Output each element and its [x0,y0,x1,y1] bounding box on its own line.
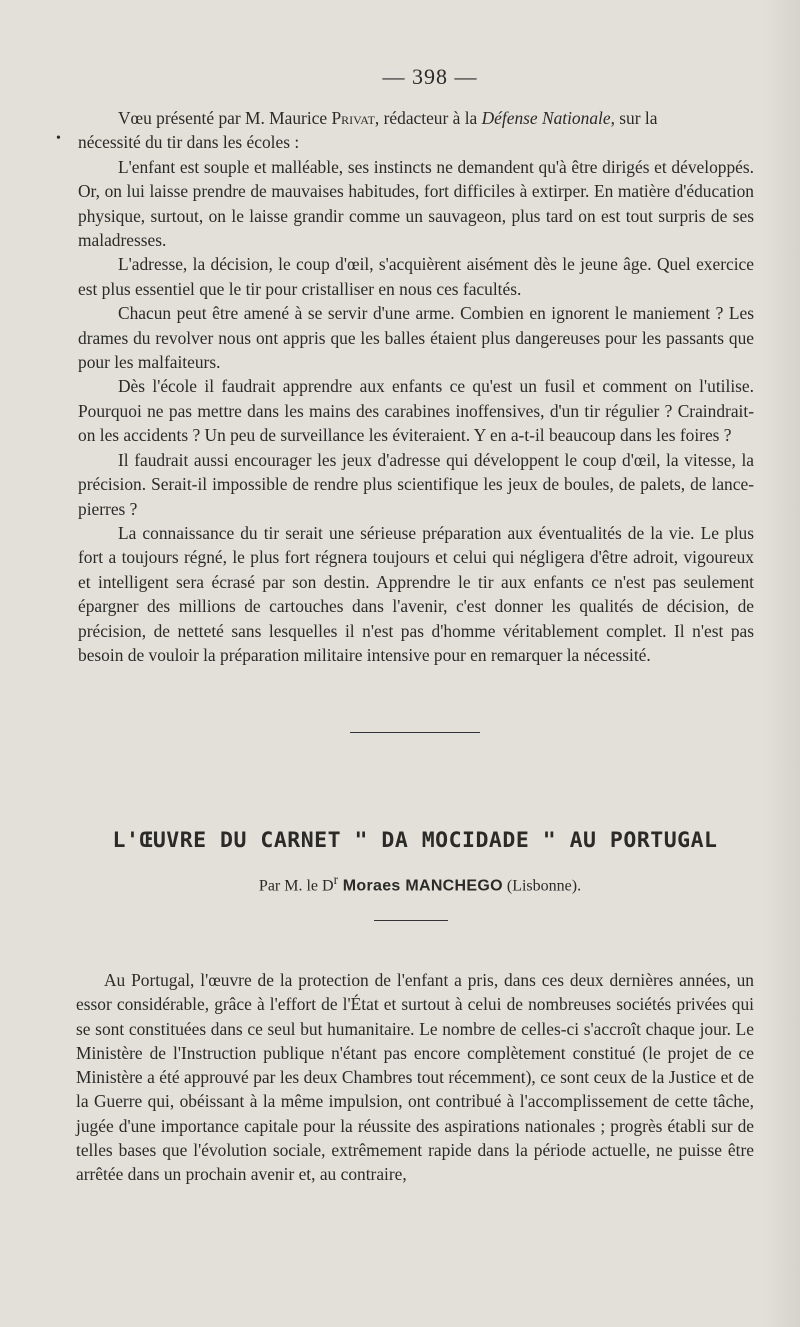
byline-author: Moraes MANCHEGO [338,877,503,895]
intro-paragraph [78,106,754,155]
byline-prefix: Par M. le D [258,877,334,895]
paragraph-5: Il faudrait aussi encourager les jeux d'adresse qui développent le coup d'œil, la vitesse, la précision. Serait-il impossible de rendre plus scientifique les jeux de boules, de palets, de lance-pierres ? [78,449,754,519]
paragraph-3: Chacun peut être amené à se servir d'une arme. Combien en ignorent le maniement ? Les drames du revolver nous ont appris que les balles étaient plus dangereuses pour les passants que pour les malfaiteurs. [78,303,754,373]
paragraph-7: Au Portugal, l'œuvre de la protection de l'enfant a pris, dans ces deux dernières années, un essor considérable, grâce à l'effort de l'État et surtout à celui de nombreuses sociétés privées qui se sont constituées dans ce seul but humanitaire. Le nombre de celles-ci s'accroît chaque jour. Le Ministère de l'Instruction publique n'étant pas encore complètement constitué (le projet de ce Ministère a été approuvé par les deux Chambres tout récemment), ce sont ceux de la Justice et de la Guerre qui, obéissant à la même impulsion, ont contribué à l'accomplissement de cette tâche, jugée d'une importance capitale pour la réussite des aspirations nationales ; progrès établi sur de telles bases que l'évolution sociale, extrêmement rapide dans la période actuelle, ne puisse être arrêtée dans un prochain avenir et, au contraire, [76,970,754,1185]
article-mocidade [76,968,754,1187]
article-title: L'ŒUVRE DU CARNET " DA MOCIDADE " AU PORTUGAL [112,828,718,853]
margin-bullet: • [56,131,61,146]
byline-sup: r [333,872,339,887]
paragraph-2: L'adresse, la décision, le coup d'œil, s'acquièrent aisément dès le jeune âge. Quel exercice est plus essentiel que le tir pour cristalliser en nous ces facultés. [78,254,754,299]
page-edge-shadow [762,0,800,1327]
paragraph-6: La connaissance du tir serait une sérieuse préparation aux éventualités de la vie. Le plus fort a toujours régné, le plus fort régnera toujours et celui qui négligera d'être adroit, vigoureux et intelligent sera écrasé par son destin. Apprendre le tir aux enfants ce n'est pas seulement épargner des millions de cartouches dans l'avenir, c'est donner les qualités de décision, de précision, de netteté sans lesquelles il n'est pas d'homme véritablement complet. Il n'est pas besoin de vouloir la préparation militaire intensive pour en remarquer la nécessité. [78,522,754,665]
title-divider [374,920,448,921]
intro-text-2: , rédacteur à la [374,108,482,128]
intro-text-3: , sur la [610,108,658,128]
byline [0,872,800,895]
paragraph-1: L'enfant est souple et malléable, ses instincts ne demandent qu'à être dirigés et développés. Or, on lui laisse prendre de mauvaises habitudes, fort difficiles à extirper. En matière d'éducation physique, surtout, on le laisse grandir comme un sauvageon, plus tard on est tout surpris de ses maladresses. [78,156,754,251]
article-voeu [78,106,754,667]
intro-text-4: nécessité du tir dans les écoles : [78,132,300,153]
intro-text-1: Vœu présenté par M. Maurice [118,108,332,128]
byline-suffix: (Lisbonne). [502,877,582,895]
author-name: Privat [331,108,375,128]
page-number: — 398 — [382,64,478,89]
paragraph-4: Dès l'école il faudrait apprendre aux enfants ce qu'est un fusil et comment on l'utilise. Pourquoi ne pas mettre dans les mains des carabines inoffensives, d'un tir régulier ? Craindrait-on les accidents ? Un peu de surveillance les éviteraient. Y en a-t-il beaucoup dans les foires ? [78,376,754,446]
section-divider [350,732,480,733]
journal-name: Défense Nationale [481,108,611,128]
